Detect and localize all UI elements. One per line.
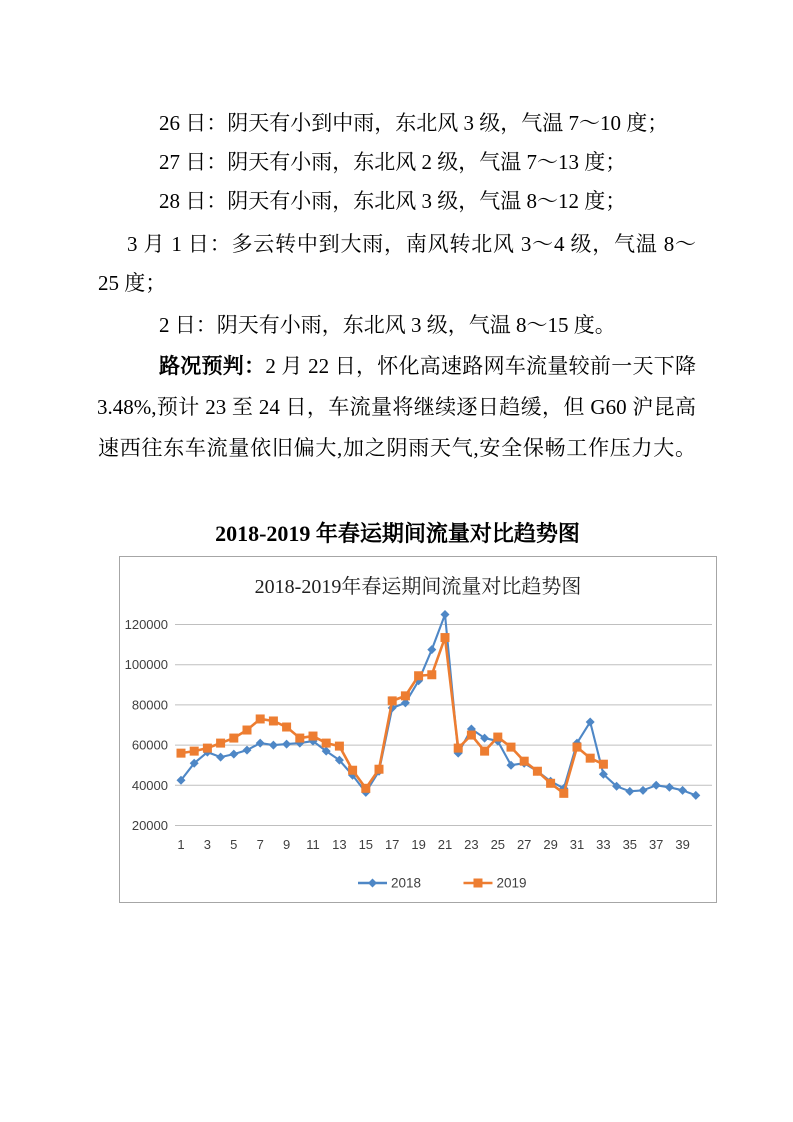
trend-chart-plot: [120, 557, 716, 902]
svg-text:17: 17: [384, 837, 400, 852]
svg-text:1: 1: [177, 837, 185, 852]
svg-text:27: 27: [516, 837, 532, 852]
svg-text:39: 39: [675, 837, 690, 852]
svg-text:5: 5: [230, 837, 238, 852]
svg-text:2019: 2019: [496, 875, 527, 891]
traffic-forecast-text: 2 月 22 日，怀化高速路网车流量较前一天下降: [265, 354, 697, 378]
svg-text:21: 21: [437, 837, 453, 852]
weather-line-mar1-cont: 25 度；: [98, 271, 167, 295]
weather-line-feb27: 27 日：阴天有小雨，东北风 2 级，气温 7～13 度；: [159, 150, 627, 174]
svg-text:11: 11: [306, 837, 320, 852]
svg-text:23: 23: [464, 837, 479, 852]
svg-text:33: 33: [596, 837, 611, 852]
svg-text:80000: 80000: [131, 697, 168, 713]
chart-caption: 2018-2019 年春运期间流量对比趋势图: [215, 521, 580, 546]
svg-text:120000: 120000: [124, 617, 168, 632]
svg-text:7: 7: [256, 837, 264, 852]
svg-text:13: 13: [332, 837, 347, 852]
svg-text:37: 37: [648, 837, 664, 852]
svg-text:2018: 2018: [391, 875, 422, 891]
svg-text:19: 19: [411, 837, 426, 852]
svg-text:31: 31: [569, 837, 585, 852]
svg-text:60000: 60000: [131, 737, 168, 753]
svg-text:9: 9: [282, 837, 291, 852]
svg-text:15: 15: [358, 837, 374, 852]
traffic-forecast-line3: 速西往东车流量依旧偏大,加之阴雨天气,安全保畅工作压力大。: [98, 436, 696, 460]
svg-text:100000: 100000: [124, 657, 168, 673]
traffic-forecast-label: 路况预判：: [159, 354, 266, 378]
traffic-forecast-line2: 3.48%,预计 23 至 24 日，车流量将继续逐日趋缓，但 G60 沪昆高: [97, 395, 696, 419]
weather-line-mar2: 2 日：阴天有小雨，东北风 3 级，气温 8～15 度。: [159, 313, 616, 337]
svg-text:25: 25: [490, 837, 506, 852]
svg-text:3: 3: [203, 837, 212, 852]
svg-text:20000: 20000: [131, 818, 168, 833]
weather-line-feb28: 28 日：阴天有小雨，东北风 3 级，气温 8～12 度；: [159, 189, 627, 213]
svg-text:40000: 40000: [131, 777, 168, 793]
svg-text:29: 29: [543, 837, 558, 852]
svg-text:35: 35: [622, 837, 638, 852]
trend-chart: [119, 556, 717, 903]
weather-line-feb26: 26 日：阴天有小到中雨，东北风 3 级，气温 7～10 度；: [159, 111, 669, 135]
traffic-forecast-line1: [159, 353, 696, 380]
weather-line-mar1: 3 月 1 日：多云转中到大雨，南风转北风 3～4 级，气温 8～: [127, 232, 696, 256]
chart-title: 2018-2019年春运期间流量对比趋势图: [254, 576, 582, 598]
